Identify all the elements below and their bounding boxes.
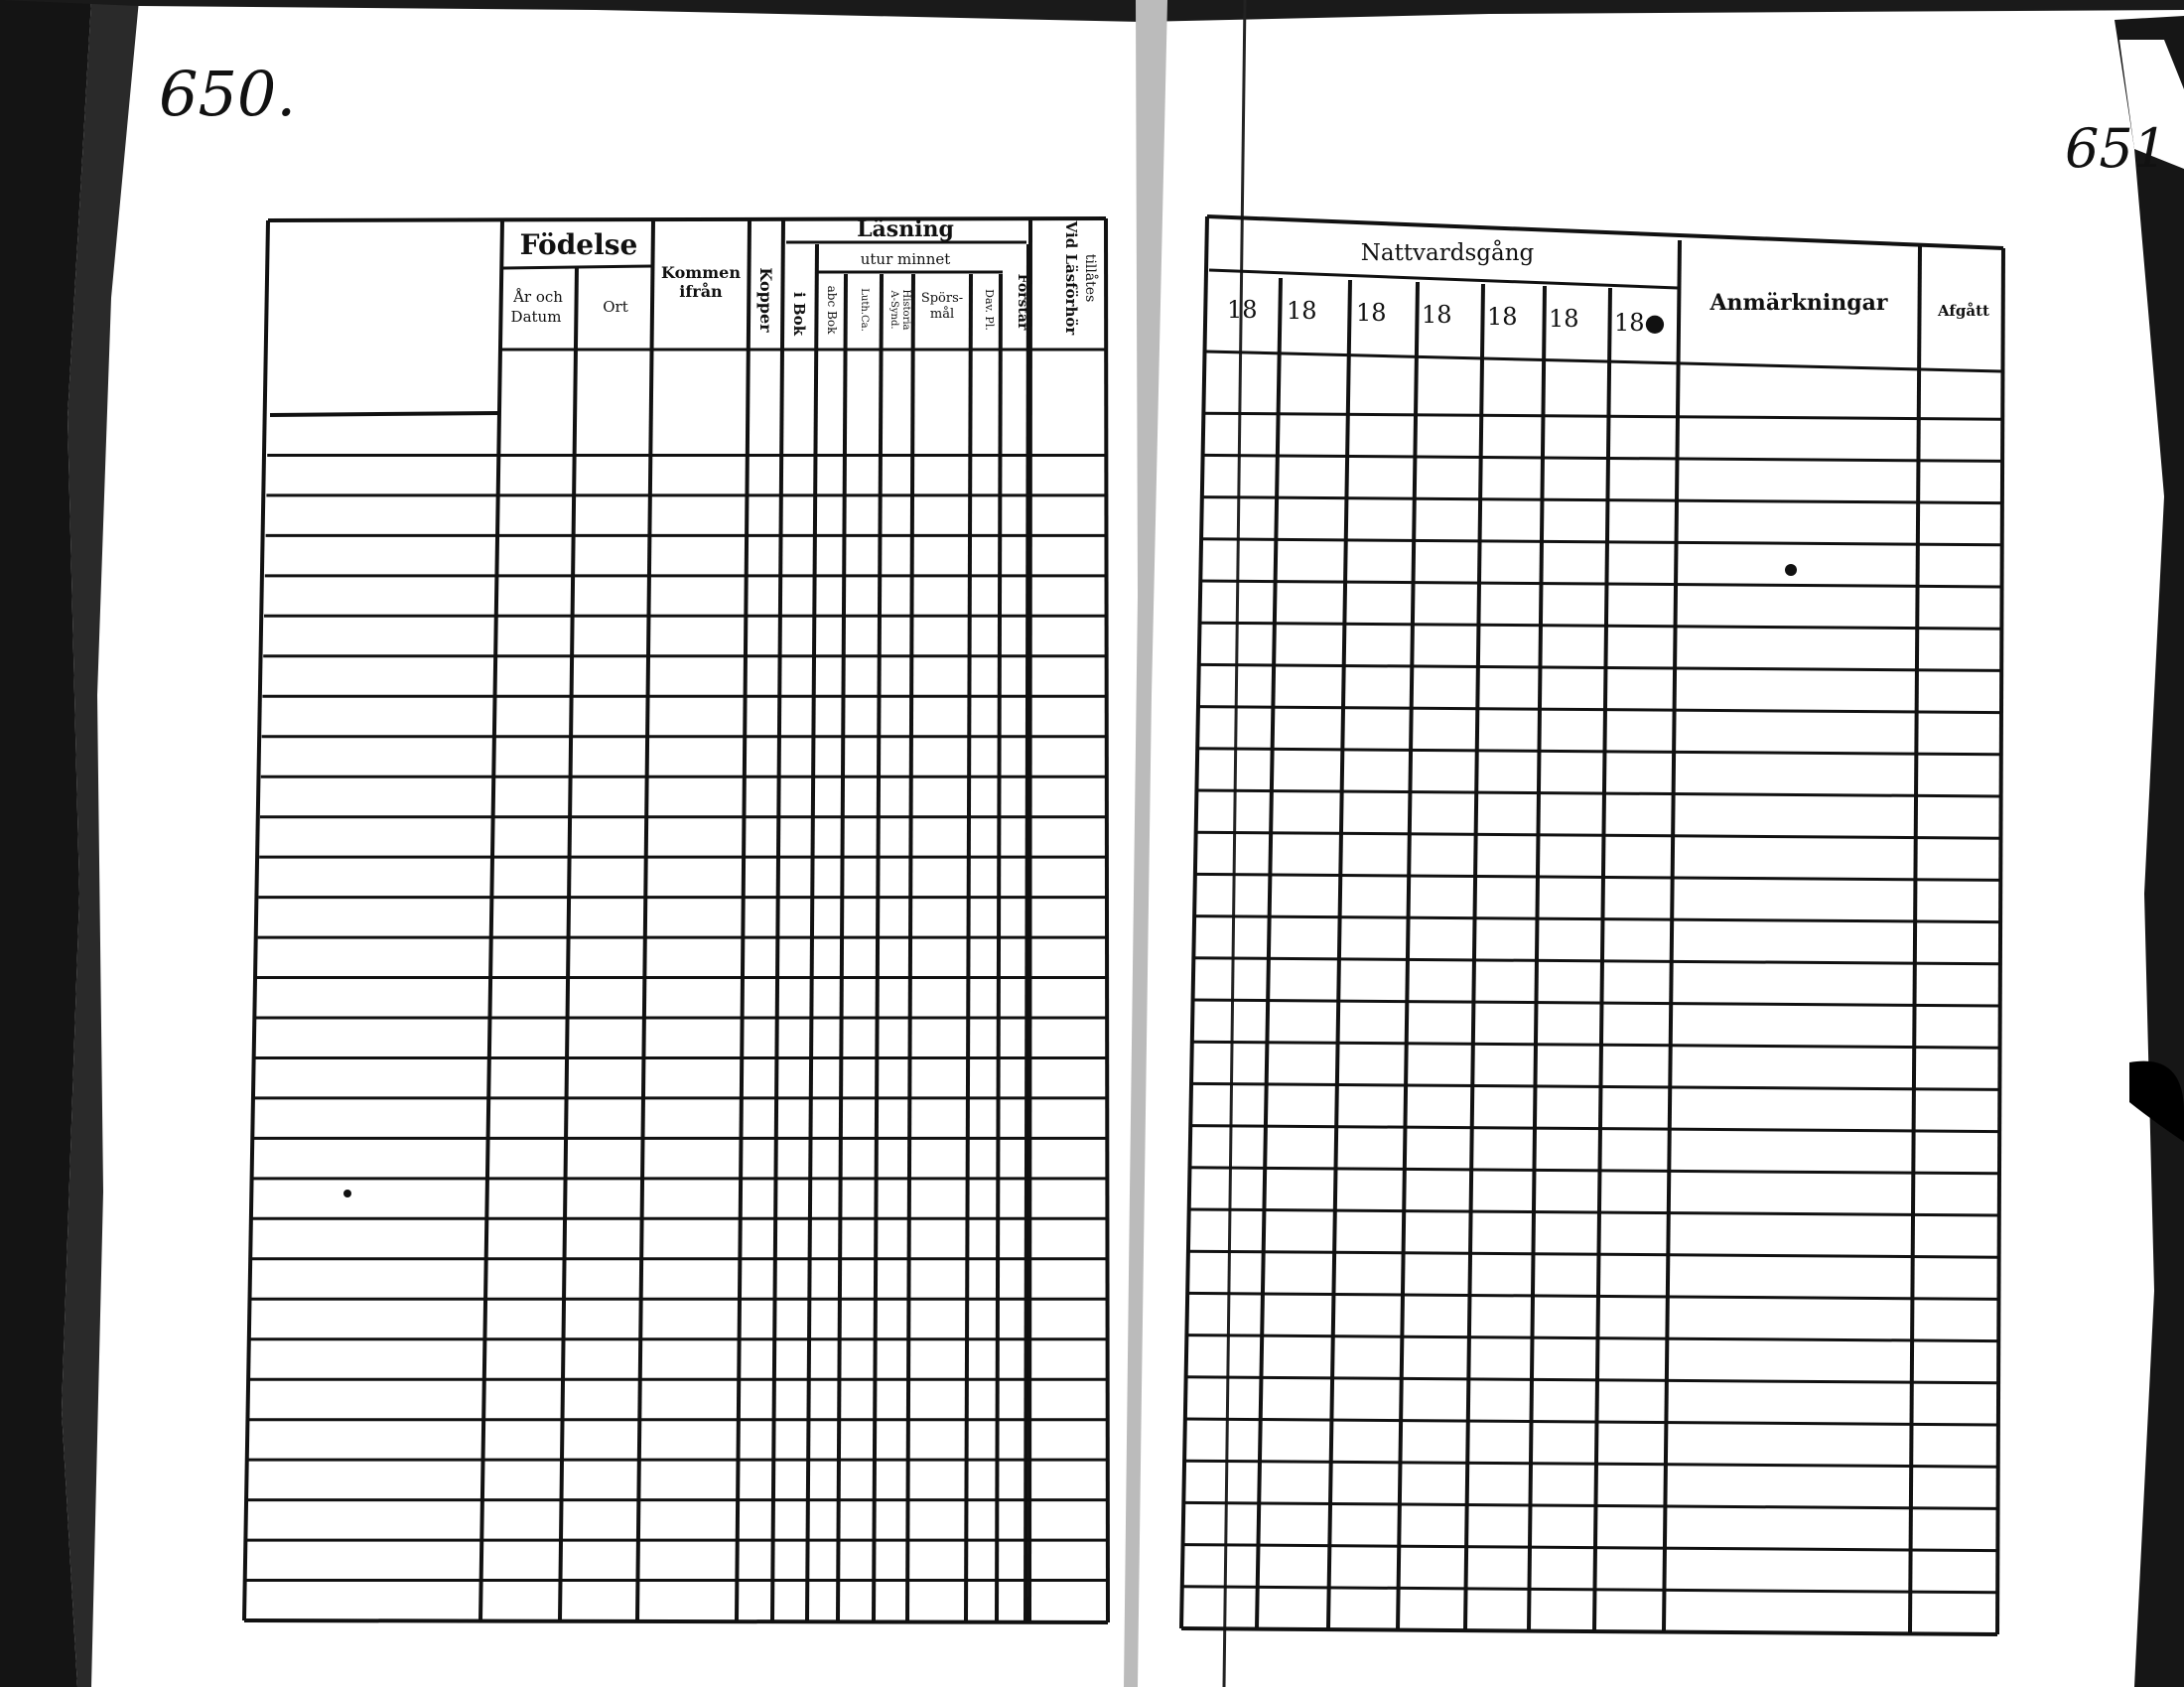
nattvardsgang-header: Nattvardsgång xyxy=(1360,240,1535,266)
year-header-6: 18 xyxy=(1549,305,1579,333)
ledger-row-line xyxy=(1194,874,1999,880)
ink-blot xyxy=(1785,564,1797,576)
ledger-row-line xyxy=(1199,581,2000,587)
luth-cat-header: Luth.Ca. xyxy=(859,288,870,332)
ledger-row-line xyxy=(1185,1419,1998,1425)
fodelse-header: Födelse xyxy=(519,228,638,261)
ort-header: Ort xyxy=(603,298,628,316)
ledger-row-line xyxy=(1194,916,2000,922)
ledger-row-line xyxy=(1190,1126,1999,1132)
ledger-row-line xyxy=(1201,497,2001,503)
ledger-row-line xyxy=(1183,1502,1997,1508)
ledger-row-line xyxy=(1195,832,2000,838)
ledger-row-line xyxy=(1196,790,2000,796)
ledger-row-line xyxy=(1189,1168,1998,1174)
utur-minnet-header: utur minnet xyxy=(860,250,951,268)
ledger-row-line xyxy=(1199,623,2001,629)
ledger-row-line xyxy=(1186,1336,1998,1341)
sporsmal-header-line1: Spörs- xyxy=(920,291,964,306)
afgatt-header: Afgått xyxy=(1938,302,1989,320)
ink-blot xyxy=(343,1190,351,1197)
kommen-ifran-header-line1: Kommen xyxy=(661,263,741,282)
year-header-5: 18 xyxy=(1487,303,1518,331)
vid-lasforhor-header-line1: Vid Läsförhör xyxy=(1062,220,1080,336)
left-header-labels xyxy=(511,216,1099,337)
left-page xyxy=(244,216,1108,1622)
ar-och-datum-header-line1: År och xyxy=(513,288,563,306)
ledger-row-line xyxy=(1183,1545,1998,1551)
vid-lasforhor-header-line2: tillåtes xyxy=(1082,253,1098,303)
ledger-row-line xyxy=(1196,749,1999,755)
ledger-row-line xyxy=(1182,1587,1997,1593)
sporsmal-header-line2: mål xyxy=(929,307,955,322)
ledger-row-line xyxy=(1188,1209,1998,1215)
year-header-4: 18 xyxy=(1422,301,1452,329)
ledger-row-line xyxy=(1193,958,1999,964)
year-header-2: 18 xyxy=(1287,297,1317,325)
page-number-left: 650. xyxy=(159,58,297,130)
ledger-row-line xyxy=(1191,1042,1999,1048)
year-header-7: 18● xyxy=(1614,309,1666,337)
kopper-header: Kopper xyxy=(756,267,775,333)
ledger-row-line xyxy=(1200,539,2000,545)
ledger-row-line xyxy=(1187,1293,1998,1299)
anmarkningar-header: Anmärkningar xyxy=(1709,290,1888,316)
right-page xyxy=(1181,216,2003,1634)
a-synd-header: A-Synd. xyxy=(888,290,899,330)
abc-bok-header: abc Bok xyxy=(825,285,839,335)
kommen-ifran-header-line2: ifrån xyxy=(679,282,723,301)
ledger-row-line xyxy=(1188,1251,1999,1257)
ledger-row-line xyxy=(1191,1083,1999,1089)
page-number-right: 651 xyxy=(2065,117,2168,180)
ledger-row-line xyxy=(1202,413,2001,419)
i-bok-header: i Bok xyxy=(790,292,808,336)
dav-pl-header: Dav. Pl. xyxy=(983,289,996,331)
ledger-row-line xyxy=(1198,664,2000,670)
year-header-1: 18 xyxy=(1227,296,1258,324)
forstar-header: Förstår xyxy=(1015,273,1030,331)
lasning-header: Läsning xyxy=(857,216,954,242)
historia-header: Historia xyxy=(900,289,911,331)
ledger-row-line xyxy=(1202,455,2001,461)
ar-och-datum-header-line2: Datum xyxy=(510,308,562,326)
ledger-row-line xyxy=(1185,1377,1997,1383)
year-header-3: 18 xyxy=(1356,299,1387,327)
ledger-row-line xyxy=(1192,1000,1999,1006)
ledger-row-line xyxy=(1197,707,2000,713)
ledger-row-line xyxy=(1184,1461,1998,1467)
